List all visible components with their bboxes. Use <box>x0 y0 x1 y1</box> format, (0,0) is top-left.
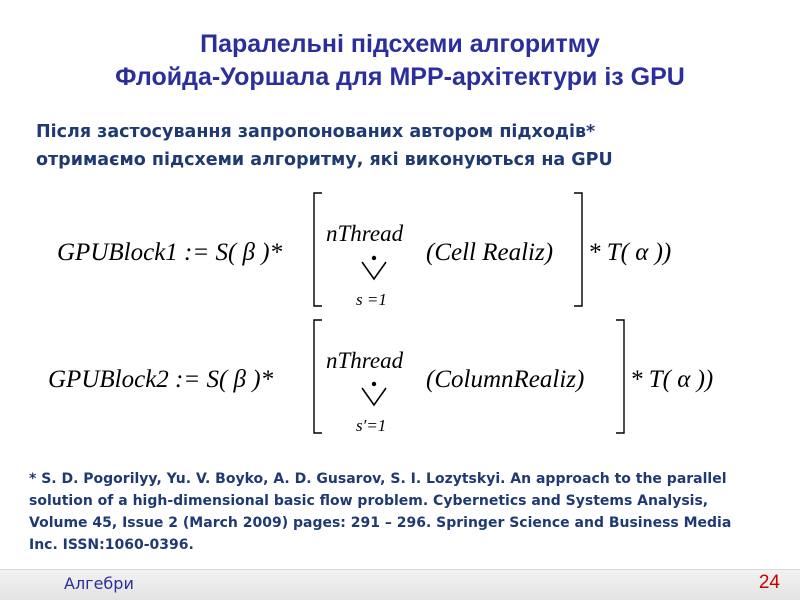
formula-1-rhs: * T( α )) <box>588 239 672 266</box>
formula-2-left-bracket <box>314 320 322 433</box>
formula-1-lhs: GPUBlock1 := S( β )* <box>57 239 283 266</box>
formula-1-dot <box>372 256 376 260</box>
formula-1-body: (Cell Realiz) <box>426 239 554 266</box>
intro-line-1: Після застосування запропонованих автором підходів* <box>36 122 596 142</box>
page-number: 24 <box>758 572 780 593</box>
formula-1-right-bracket <box>574 193 582 306</box>
formula-2-vee-icon <box>362 388 386 405</box>
reference-line-4: Inc. ISSN:1060-0396. <box>29 537 194 553</box>
reference-line-1: * S. D. Pogorilyy, Yu. V. Boyko, A. D. Gusarov, S. I. Lozytskyi. An approach to the parallel <box>29 471 727 487</box>
formula-2-lhs: GPUBlock2 := S( β )* <box>48 366 274 393</box>
formula-1-upper: nThread <box>326 221 404 246</box>
formula-2-rhs: * T( α )) <box>630 366 714 393</box>
formula-2-body: (ColumnRealiz) <box>426 366 585 393</box>
formula-2-lower: s′=1 <box>356 416 387 435</box>
reference-line-3: Volume 45, Issue 2 (March 2009) pages: 291 – 296. Springer Science and Business Media <box>29 515 732 531</box>
formula-1-lower: s =1 <box>356 290 387 309</box>
formula-2-dot <box>372 382 376 386</box>
formula-2-upper: nThread <box>326 348 404 373</box>
intro-line-2: отримаємо підсхеми алгоритму, які виконуються на GPU <box>36 150 613 170</box>
title-line-2: Флойда-Уоршала для МРР-архітектури із GPU <box>115 63 685 91</box>
title-line-1: Паралельні підсхеми алгоритму <box>200 30 600 58</box>
formula-gpublock1 <box>57 193 671 309</box>
formula-2-right-bracket <box>616 320 624 433</box>
formula-gpublock2 <box>48 320 713 435</box>
reference-footnote <box>29 468 779 556</box>
reference-line-2: solution of a high-dimensional basic flow problem. Cybernetics and Systems Analysis, <box>29 493 709 509</box>
formula-1-left-bracket <box>314 193 322 306</box>
formula-1-vee-icon <box>362 262 386 279</box>
footer-section-label: Алгебри <box>64 574 134 593</box>
